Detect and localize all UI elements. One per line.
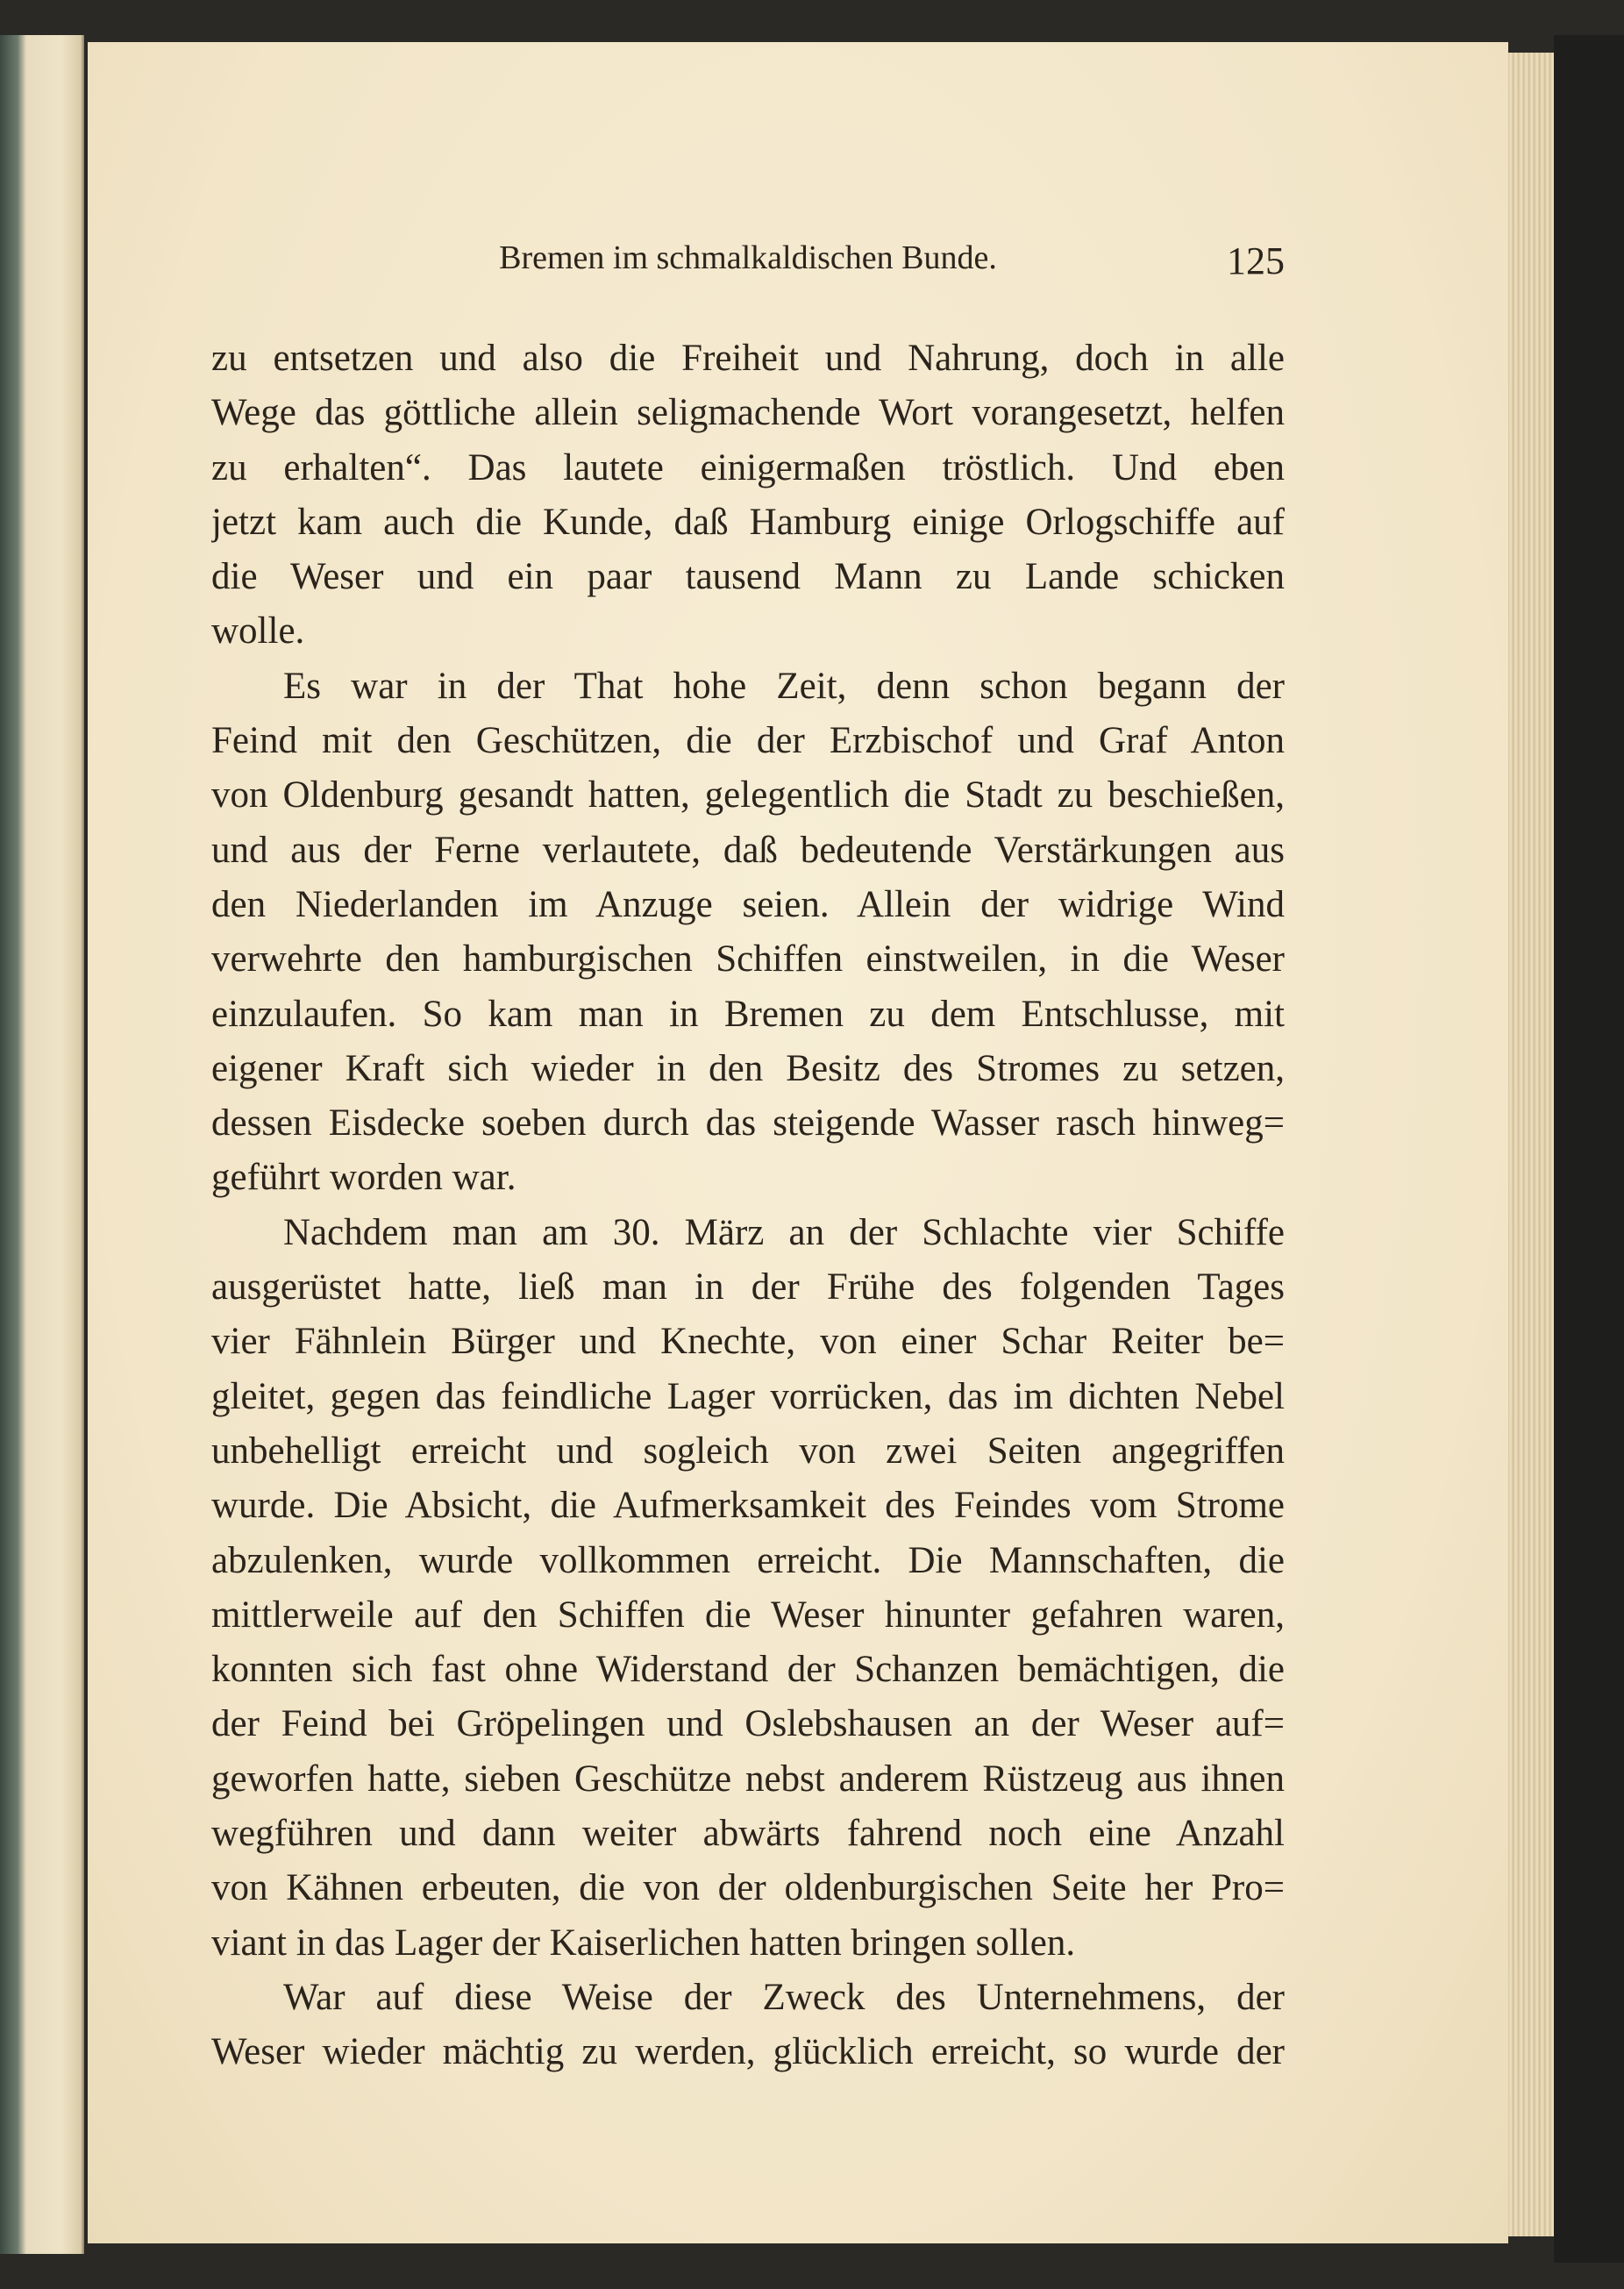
text-line: konnten sich fast ohne Widerstand der Schanzen bemächtigen, die: [211, 1649, 1285, 1691]
text-line: Weser wieder mächtig zu werden, glücklich erreicht, so wurde der: [211, 2031, 1285, 2073]
text-line: einzulaufen. So kam man in Bremen zu dem Entschlusse, mit: [211, 993, 1285, 1035]
text-line: eigener Kraft sich wieder in den Besitz des Stromes zu setzen,: [211, 1047, 1285, 1089]
text-line: abzulenken, wurde vollkommen erreicht. Die Mannschaften, die: [211, 1539, 1285, 1581]
page-edges: [1508, 53, 1554, 2236]
text-line: Es war in der That hohe Zeit, denn schon begann der: [283, 665, 1285, 707]
running-title: Bremen im schmalkaldischen Bunde.: [499, 239, 997, 276]
text-line: die Weser und ein paar tausend Mann zu Lande schicken: [211, 556, 1285, 598]
text-line: gleitet, gegen das feindliche Lager vorrücken, das im dichten Nebel: [211, 1375, 1285, 1417]
text-line: unbehelligt erreicht und sogleich von zwei Seiten angegriffen: [211, 1430, 1285, 1472]
text-line: wegführen und dann weiter abwärts fahrend noch eine Anzahl: [211, 1813, 1285, 1855]
text-line: zu erhalten“. Das lautete einigermaßen tröstlich. Und eben: [211, 446, 1285, 488]
text-line: Feind mit den Geschützen, die der Erzbischof und Graf Anton: [211, 720, 1285, 762]
page-number: 125: [1227, 239, 1285, 282]
text-line: und aus der Ferne verlautete, daß bedeutende Verstärkungen aus: [211, 829, 1285, 871]
text-line: von Kähnen erbeuten, die von der oldenburgischen Seite her Pro=: [211, 1867, 1285, 1909]
paragraph: [211, 332, 1285, 660]
text-line: viant in das Lager der Kaiserlichen hatten bringen sollen.: [211, 1922, 1076, 1964]
paragraph: [211, 1971, 1285, 2080]
book-cover: [1554, 35, 1624, 2263]
text-line: geführt worden war.: [211, 1157, 516, 1199]
paragraph: [211, 1206, 1285, 1971]
text-line: ausgerüstet hatte, ließ man in der Frühe des folgenden Tages: [211, 1266, 1285, 1309]
text-line: Wege das göttliche allein seligmachende Wort vorangesetzt, helfen: [211, 392, 1285, 434]
text-line: verwehrte den hamburgischen Schiffen einstweilen, in die Weser: [211, 938, 1285, 980]
text-line: Nachdem man am 30. März an der Schlachte vier Schiffe: [283, 1211, 1285, 1253]
text-line: wolle.: [211, 610, 305, 652]
text-line: wurde. Die Absicht, die Aufmerksamkeit des Feindes vom Strome: [211, 1485, 1285, 1527]
facing-page-edge: [0, 35, 84, 2254]
page-header: [211, 239, 1285, 291]
text-line: vier Fähnlein Bürger und Knechte, von einer Schar Reiter be=: [211, 1321, 1285, 1363]
text-line: zu entsetzen und also die Freiheit und Nahrung, doch in alle: [211, 338, 1285, 379]
text-line: mittlerweile auf den Schiffen die Weser hinunter gefahren waren,: [211, 1594, 1285, 1636]
text-line: den Niederlanden im Anzuge seien. Allein der widrige Wind: [211, 883, 1285, 925]
text-line: dessen Eisdecke soeben durch das steigende Wasser rasch hinweg=: [211, 1102, 1285, 1144]
text-line: der Feind bei Gröpelingen und Oslebshausen an der Weser auf=: [211, 1703, 1285, 1745]
text-line: War auf diese Weise der Zweck des Unternehmens, der: [283, 1976, 1285, 2018]
text-line: geworfen hatte, sieben Geschütze nebst anderem Rüstzeug aus ihnen: [211, 1758, 1285, 1800]
paragraph: [211, 660, 1285, 1206]
text-line: von Oldenburg gesandt hatten, gelegentlich die Stadt zu beschießen,: [211, 774, 1285, 816]
body-text: [211, 332, 1285, 2080]
text-line: jetzt kam auch die Kunde, daß Hamburg einige Orlogschiffe auf: [211, 501, 1285, 543]
